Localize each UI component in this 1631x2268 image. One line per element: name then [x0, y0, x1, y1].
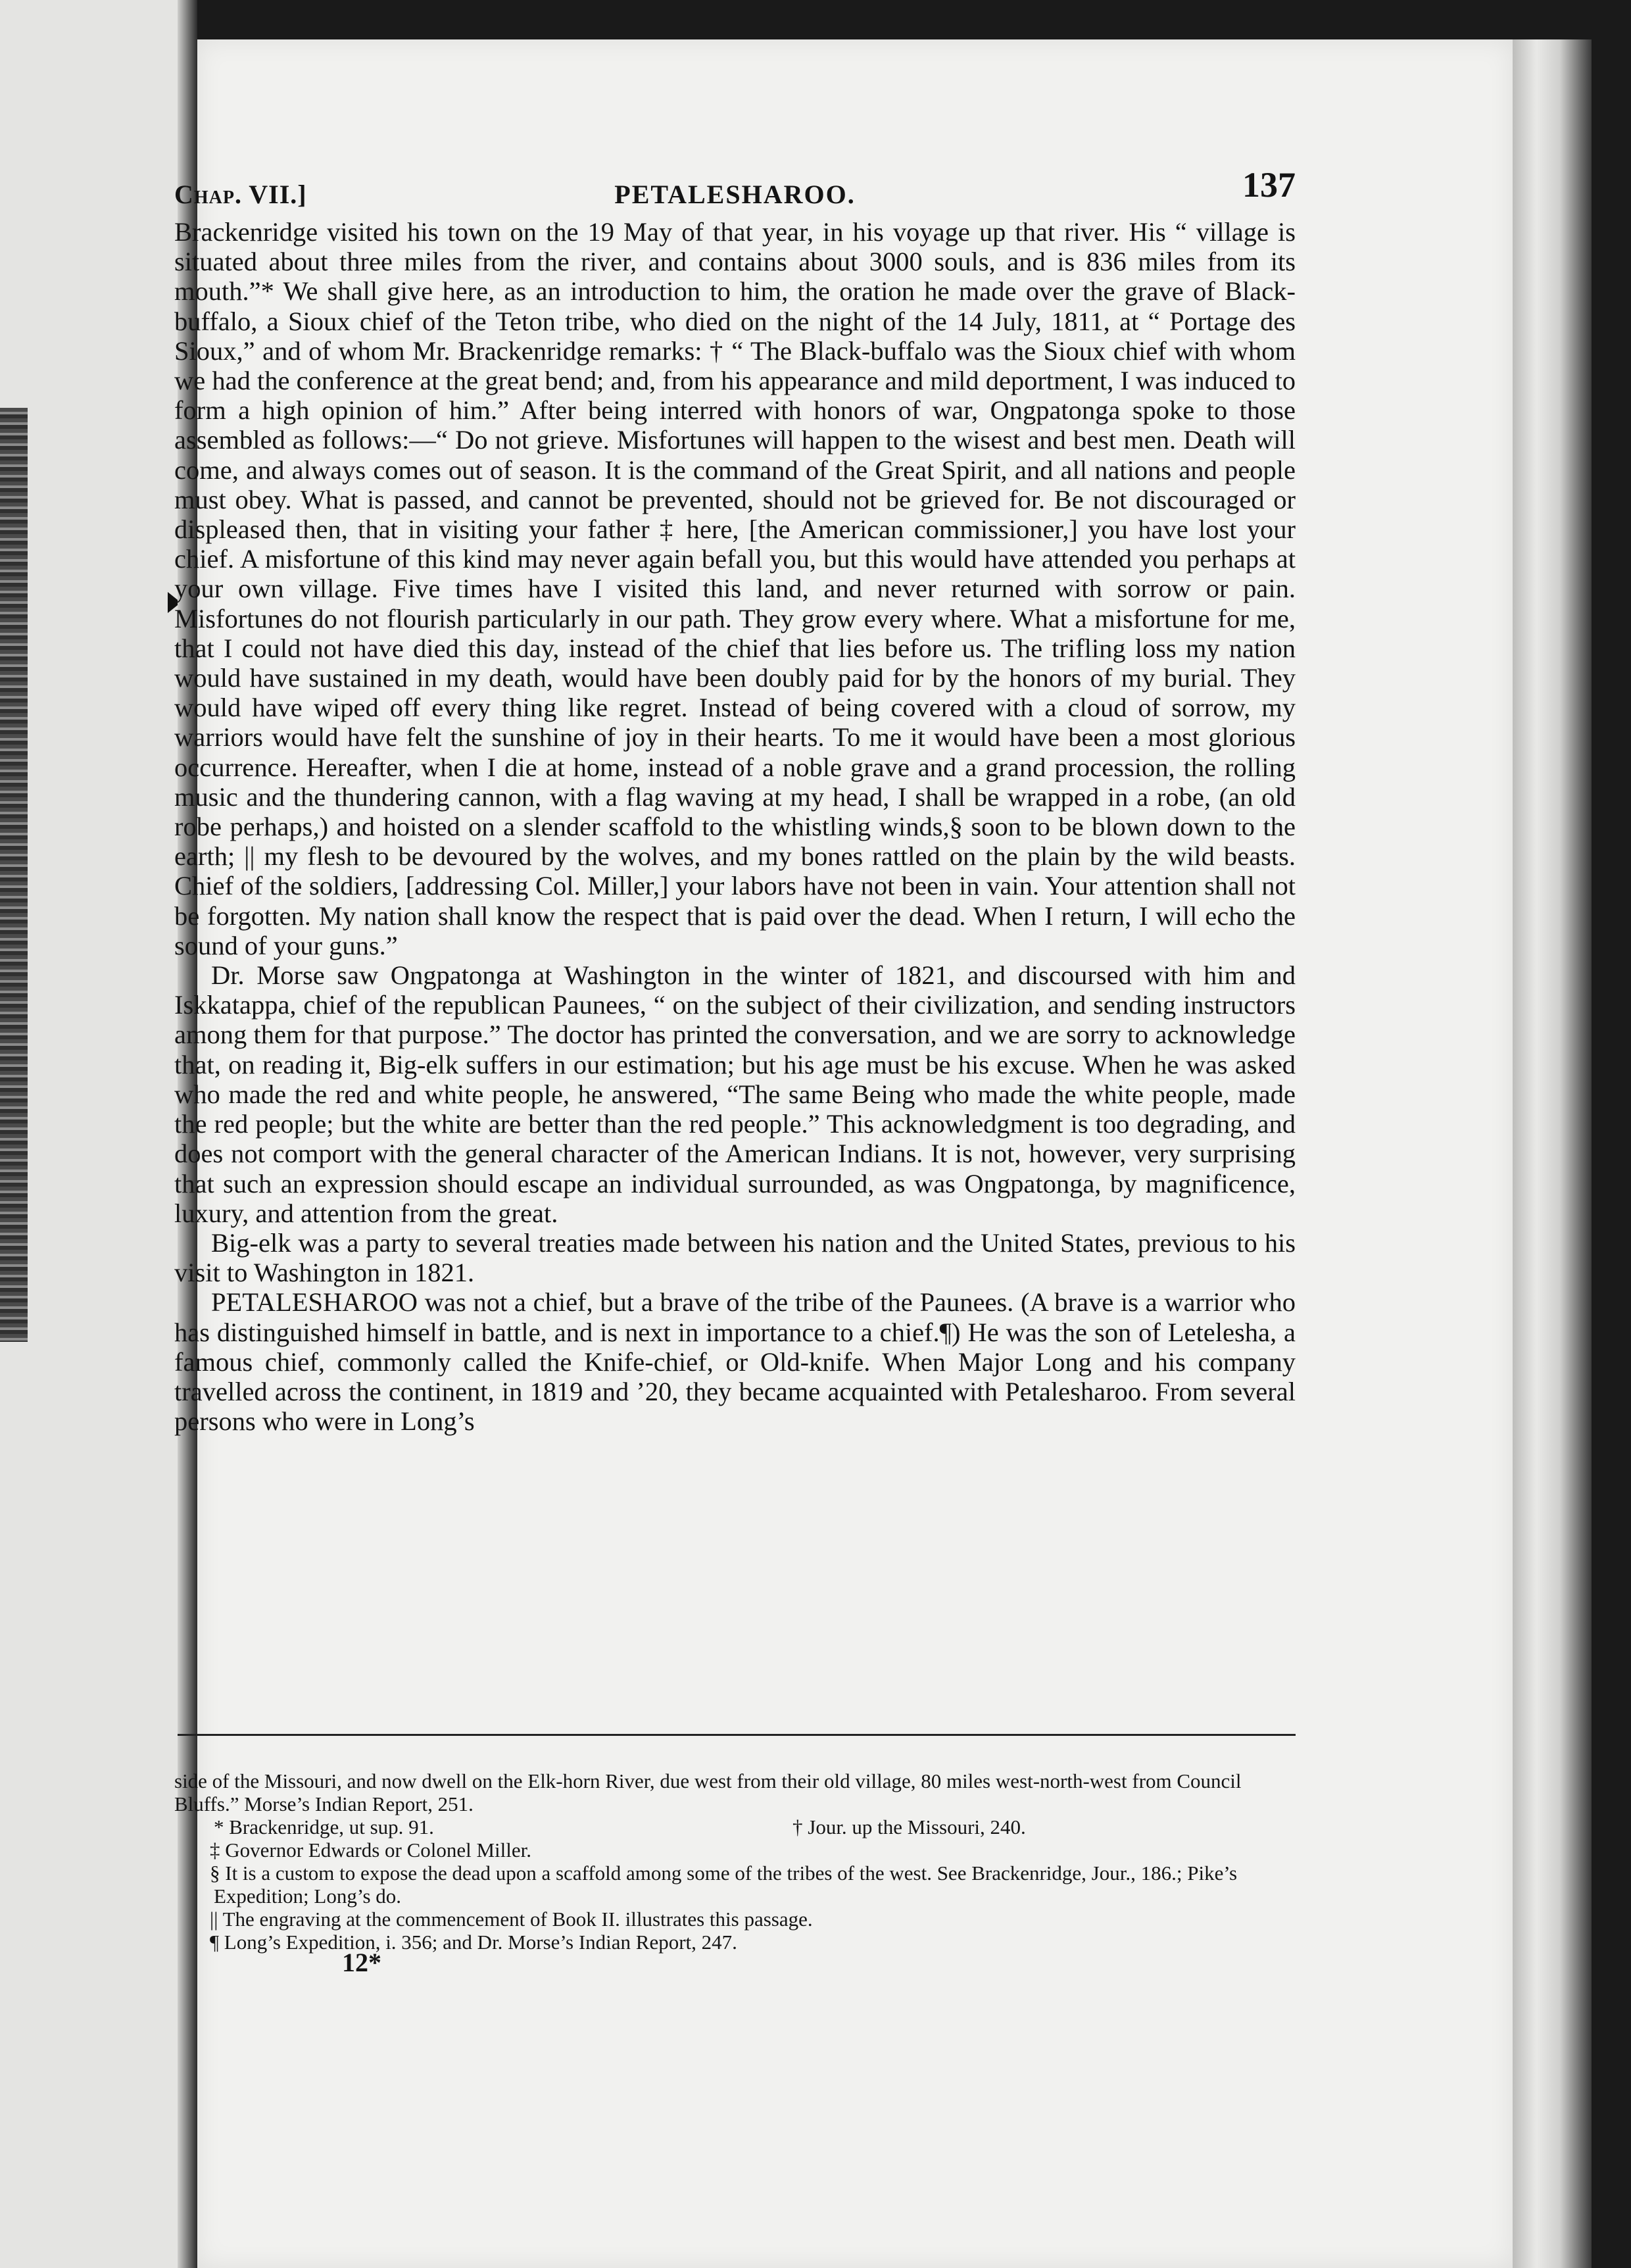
running-title: PETALESHAROO.	[614, 180, 856, 209]
footnote-rule	[178, 1734, 1296, 1736]
signature-mark: 12*	[342, 1948, 381, 1977]
footnote-double-dagger: ‡ Governor Edwards or Colonel Miller.	[210, 1838, 532, 1861]
paragraph-treaties: Big-elk was a party to several treaties made between his nation and the United States, previous to his visit to Washington in 1821.	[174, 1227, 1296, 1288]
facing-page-strip	[0, 0, 197, 2268]
facing-page-engraving	[0, 408, 28, 1342]
footnote-dagger: † Jour. up the Missouri, 240.	[792, 1815, 1026, 1838]
footnote-parallel: || The engraving at the commencement of Book II. illustrates this passage.	[210, 1908, 813, 1931]
footnote-continuation: side of the Missouri, and now dwell on the Elk-horn River, due west from their old village, 80 miles west-north-west from Council Bluffs.” Morse’s Indian Report, 251.	[174, 1769, 1242, 1815]
footnote-section: § It is a custom to expose the dead upon a scaffold among some of the tribes of the west. See Brackenridge, Jour., 186.; Pike’s Expedition; Long’s do.	[210, 1861, 1238, 1908]
paragraph-oration: Brackenridge visited his town on the 19 May of that year, in his voyage up that river. His “ village is situated about three miles from the river, and contains about 3000 souls, and is 836 miles from its mouth.”* We shall give here, as an introduction to him, the oration he made over the grave of Black-buffalo, a Sioux chief of the Teton tribe, who died on the night of the 14 July, 1811, at “ Portage des Sioux,” and of whom Mr. Brackenridge remarks: † “ The Black-buffalo was the Sioux chief with whom we had the conference at the great bend; and, from his appearance and mild deportment, I was induced to form a high opinion of him.” After being interred with honors of war, Ongpatonga spoke to those assembled as follows:—“ Do not grieve. Misfortunes will happen to the wisest and best men. Death will come, and always comes out of season. It is the command of the Great Spirit, and all nations and people must obey. What is passed, and cannot be prevented, should not be grieved for. Be not discouraged or displeased then, that in visiting your father ‡ here, [the American commissioner,] you have lost your chief. A misfortune of this kind may never again befall you, but this would have attended you perhaps at your own village. Five times have I visited this land, and never returned with sorrow or pain. Misfortunes do not flourish particularly in our path. They grow every where. What a misfortune for me, that I could not have died this day, instead of the chief that lies before us. The trifling loss my nation would have sustained in my death, would have been doubly paid for by the honors of my burial. They would have wiped off every thing like regret. Instead of being covered with a cloud of sorrow, my warriors would have felt the sunshine of joy in their hearts. To me it would have been a most glorious occurrence. Hereafter, when I die at home, instead of a noble grave and a grand procession, the rolling music and the thundering cannon, with a flag waving at my head, I shall be wrapped in a robe, (an old robe perhaps,) and hoisted on a slender scaffold to the whistling winds,§ soon to be blown down to the earth; || my flesh to be devoured by the wolves, and my bones rattled on the plain by the wild beasts. Chief of the soldiers, [addressing Col. Miller,] your labors have not been in vain. Your attention shall not be forgotten. My nation shall know the respect that is paid over the dead. When I return, I will echo the sound of your guns.”	[174, 217, 1296, 960]
page-edges	[1513, 39, 1592, 2268]
body-text	[174, 217, 1296, 1436]
page-number: 137	[1242, 165, 1296, 205]
footnote-star: * Brackenridge, ut sup. 91.	[214, 1815, 434, 1838]
running-header	[174, 164, 1296, 224]
footnote-pilcrow: ¶ Long’s Expedition, i. 356; and Dr. Morse’s Indian Report, 247.	[210, 1931, 737, 1954]
footnotes	[174, 1769, 1296, 1954]
paragraph-petalesharoo: PETALESHAROO was not a chief, but a brave of the tribe of the Paunees. (A brave is a warrior who has distinguished himself in battle, and is next in importance to a chief.¶) He was the son of Letelesha, a famous chief, commonly called the Knife-chief, or Old-knife. When Major Long and his company travelled across the continent, in 1819 and ’20, they became acquainted with Petalesharoo. From several persons who were in Long’s	[174, 1287, 1296, 1437]
paragraph-morse: Dr. Morse saw Ongpatonga at Washington in the winter of 1821, and discoursed with him and Iskkatappa, chief of the republican Paunees, “ on the subject of their civilization, and sending instructors among them for that purpose.” The doctor has printed the conversation, and we are sorry to acknowledge that, on reading it, Big-elk suffers in our estimation; but his age must be his excuse. When he was asked who made the red and white people, he answered, “The same Being who made the white people, made the red people; but the white are better than the red people.” This acknowledgment is too degrading, and does not comport with the general character of the American Indians. It is not, however, very surprising that such an expression should escape an individual surrounded, as was Ongpatonga, by magnificence, luxury, and attention from the great.	[174, 960, 1296, 1228]
footnote-row	[174, 1815, 1296, 1838]
chapter-label: Chap. VII.]	[174, 180, 307, 209]
